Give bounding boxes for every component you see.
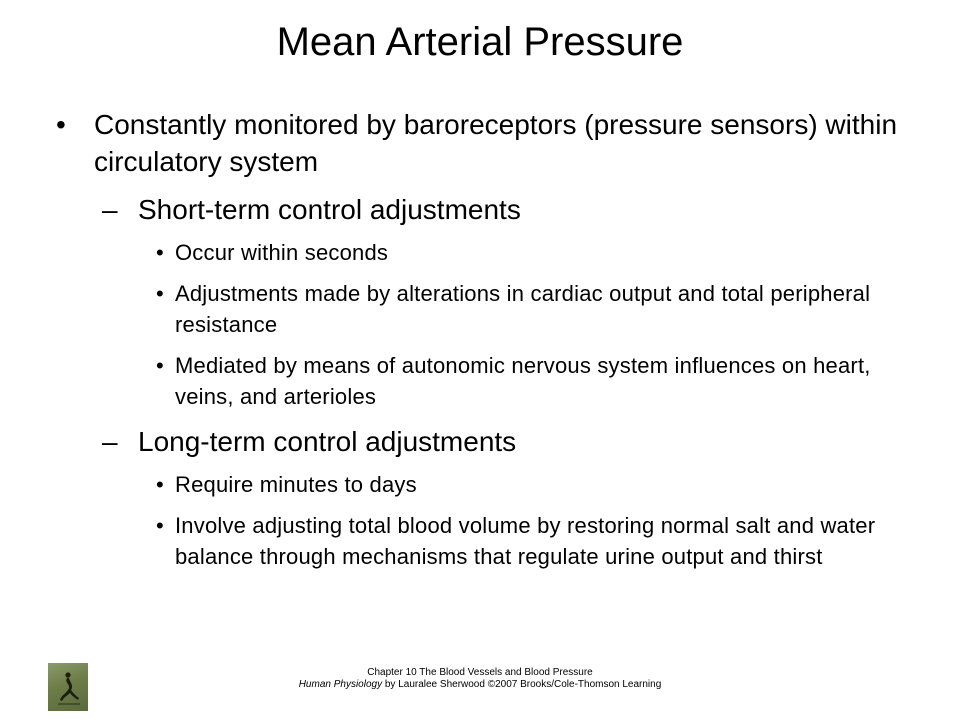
dash-marker: – [102, 426, 118, 457]
bullet-text: Require minutes to days [175, 472, 417, 497]
bullet-level2 [54, 425, 934, 459]
bullet-marker: • [156, 353, 164, 378]
bullet-text: Involve adjusting total blood volume by restoring normal salt and water balance through mechanisms that regulate urine output and thirst [175, 513, 876, 569]
bullet-text: Short-term control adjustments [138, 194, 521, 225]
bullet-level3 [54, 278, 934, 340]
footer-book-title: Human Physiology [298, 679, 383, 690]
bullet-level3 [54, 469, 934, 500]
bullet-marker: • [156, 240, 164, 265]
footer-credit: by Lauralee Sherwood ©2007 Brooks/Cole-Thomson Learning [382, 679, 662, 690]
bullet-marker: • [156, 513, 164, 538]
slide-footer [0, 667, 960, 691]
bullet-level3 [54, 510, 934, 572]
bullet-text: Mediated by means of autonomic nervous system influences on heart, veins, and arterioles [175, 353, 871, 409]
bullet-text: Constantly monitored by baroreceptors (pressure sensors) within circulatory system [94, 109, 898, 177]
dash-marker: – [102, 194, 118, 225]
bullet-marker: • [156, 281, 164, 306]
bullet-text: Adjustments made by alterations in cardiac output and total peripheral resistance [175, 281, 871, 337]
slide-title: Mean Arterial Pressure [276, 20, 684, 64]
bullet-level1 [54, 106, 934, 180]
bullet-list [54, 106, 934, 572]
bullet-text: Occur within seconds [175, 240, 389, 265]
bullet-text: Long-term control adjustments [138, 426, 517, 457]
bullet-level3 [54, 350, 934, 412]
bullet-marker: • [56, 109, 66, 140]
footer-credit-line [0, 679, 960, 691]
footer-chapter: Chapter 10 The Blood Vessels and Blood Pressure [367, 667, 593, 678]
bullet-level3 [54, 237, 934, 268]
bullet-level2 [54, 193, 934, 227]
bullet-marker: • [156, 472, 164, 497]
